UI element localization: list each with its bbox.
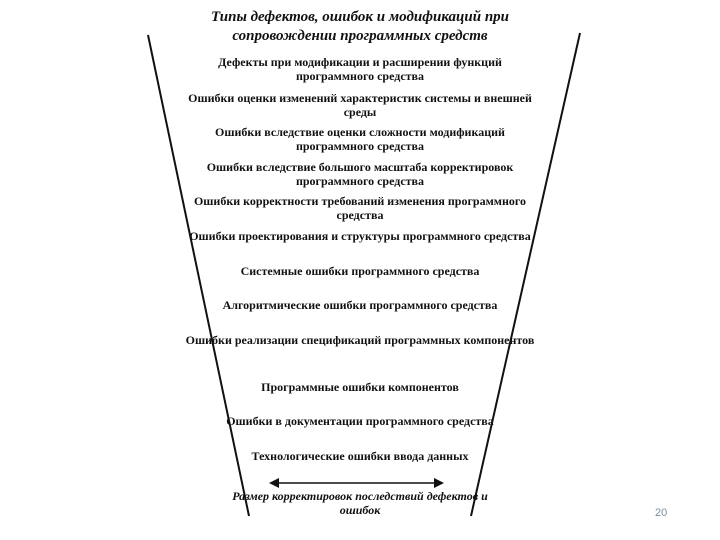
defect-type-6: Ошибки проектирования и структуры программного средства xyxy=(189,229,531,243)
defect-type-1: Дефекты при модификации и расширении функций программного средства xyxy=(218,55,502,83)
defect-type-2: Ошибки оценки изменений характеристик системы и внешней среды xyxy=(188,91,532,119)
defect-type-11: Ошибки в документации программного средства xyxy=(226,414,494,428)
defect-type-7: Системные ошибки программного средства xyxy=(240,264,480,278)
defect-type-4: Ошибки вследствие большого масштаба корректировок программного средства xyxy=(206,160,514,188)
footer-caption: Размер корректировок последствий дефектов и ошибок xyxy=(232,489,488,517)
defect-type-5: Ошибки корректности требований изменения программного средства xyxy=(193,194,527,222)
defect-type-12: Технологические ошибки ввода данных xyxy=(251,449,469,463)
size-arrow-head-right xyxy=(434,478,444,488)
defect-type-9: Ошибки реализации спецификаций программных компонентов xyxy=(185,333,535,347)
size-arrow-head-left xyxy=(269,478,279,488)
diagram-title: Типы дефектов, ошибок и модификаций при сопровождении программных средств xyxy=(210,9,510,44)
defect-type-3: Ошибки вследствие оценки сложности модификаций программного средства xyxy=(215,125,505,153)
defect-type-10: Программные ошибки компонентов xyxy=(261,380,459,394)
slide-number: 20 xyxy=(655,507,668,519)
defect-type-8: Алгоритмические ошибки программного средства xyxy=(222,298,498,312)
